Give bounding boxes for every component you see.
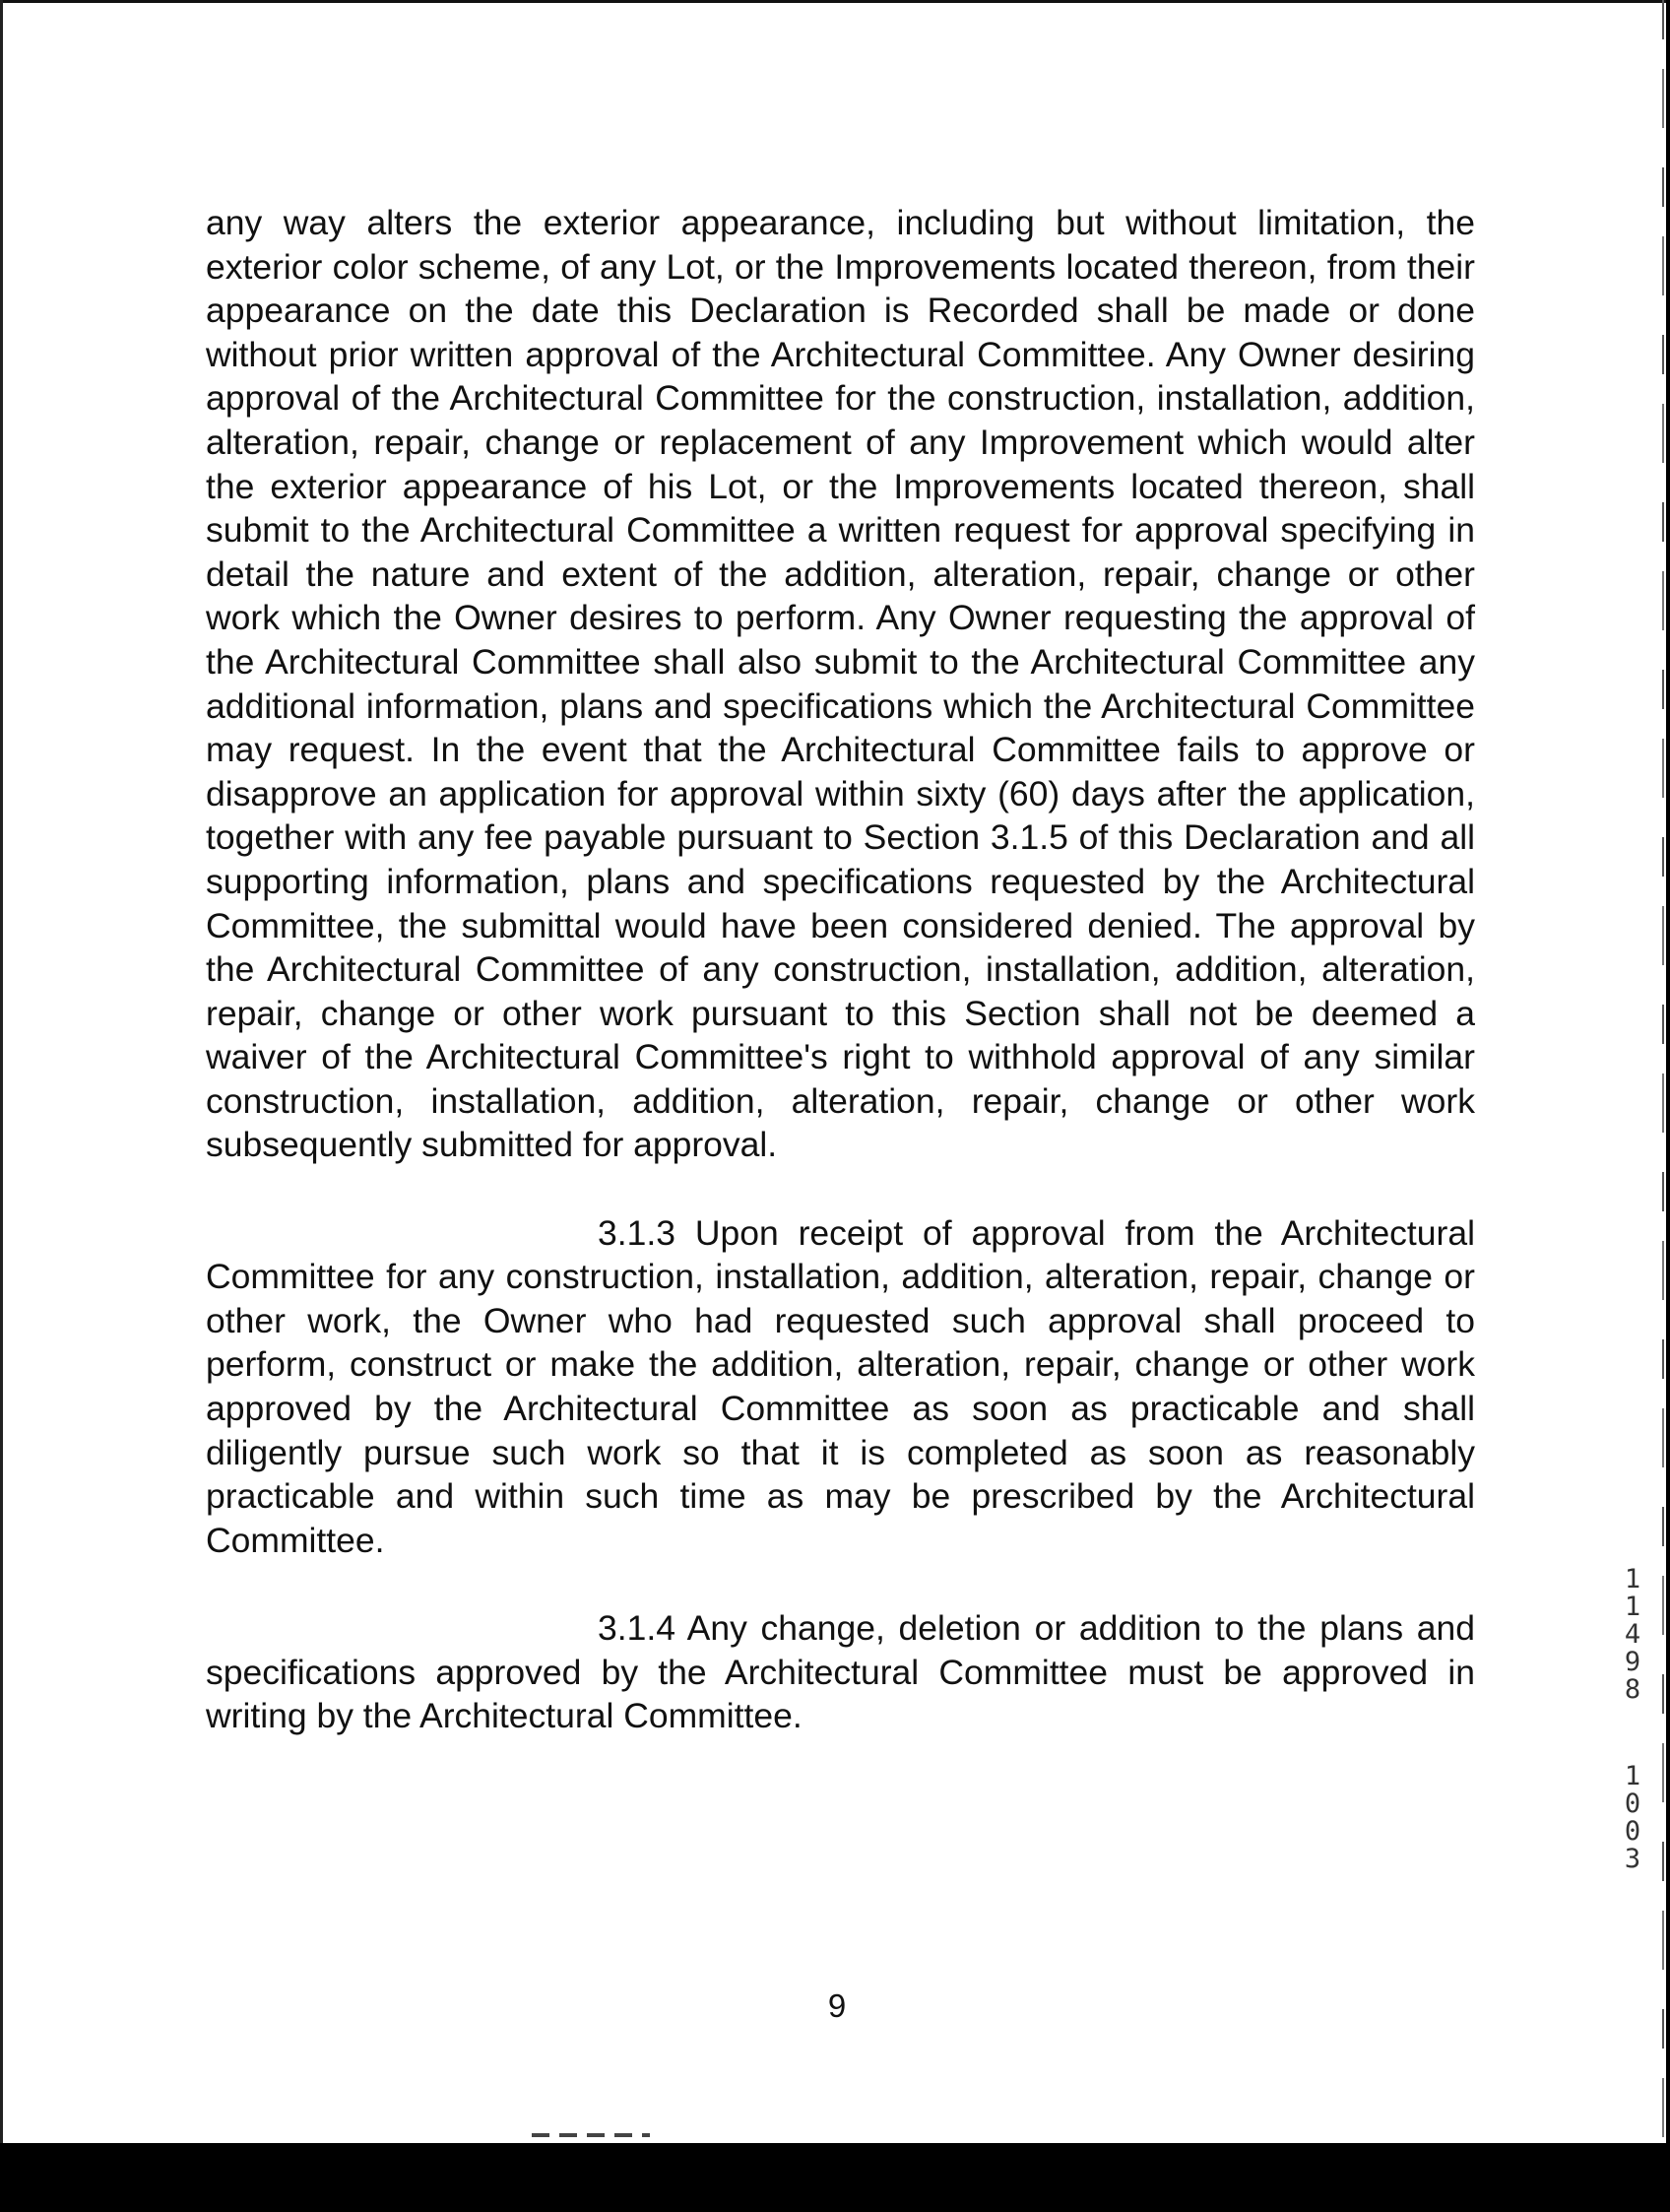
stamp-digit: 1 — [1624, 1761, 1641, 1791]
stamp-digit: 4 — [1624, 1619, 1641, 1650]
paragraph-approval-requirements: any way alters the exterior appearance, including but without limitation, the exterior color scheme, of any Lot, or the Improvements located thereon, from their appearance on the date this Declaration is Recorded shall be made or done without prior written approval of the Architectural Committee. Any Owner desiring approval of the Architectural Committee for the construction, installation, addition, alteration, repair, change or replacement of any Improvement which would alter the exterior appearance of his Lot, or the Improvements located thereon, shall submit to the Architectural Committee a written request for approval specifying in detail the nature and extent of the addition, alteration, repair, change or other work which the Owner desires to perform. Any Owner requesting the approval of the Architectural Committee shall also submit to the Architectural Committee any additional information, plans and specifications which the Architectural Committee may request. In the event that the Architectural Committee fails to approve or disapprove an application for approval within sixty (60) days after the application, together with any fee payable pursuant to Section 3.1.5 of this Declaration and all supporting information, plans and specifications requested by the Architectural Committee, the submittal would have been considered denied. The approval by the Architectural Committee of any construction, installation, addition, alteration, repair, change or other work pursuant to this Section shall not be deemed a waiver of the Architectural Committee's right to withhold approval of any similar construction, installation, addition, alteration, repair, change or other work subsequently submitted for approval. — [206, 203, 1475, 1165]
scan-border-right — [1662, 0, 1664, 2143]
recording-stamp-book — [1613, 1566, 1652, 1704]
stamp-digit: 1 — [1624, 1564, 1641, 1594]
stamp-digit: 8 — [1624, 1674, 1641, 1705]
paragraph-section-3-1-3: 3.1.3 Upon receipt of approval from the Architectural Committee for any construction, installation, addition, alteration, repair, change or other work, the Owner who had requested such approval shall proceed to perform, construct or make the addition, alteration, repair, change or other work approved by the Architectural Committee as soon as practicable and shall diligently pursue such work so that it is completed as soon as reasonably practicable and within such time as may be prescribed by the Architectural Committee. — [206, 1212, 1475, 1560]
stamp-digit: 0 — [1624, 1789, 1641, 1819]
page-number: 9 — [827, 1987, 847, 2024]
scan-artifact-bottom — [532, 2133, 650, 2137]
stamp-digit: 0 — [1624, 1816, 1641, 1847]
stamp-digit: 3 — [1624, 1844, 1641, 1874]
scan-border-left — [0, 0, 3, 2143]
recording-stamp-page — [1613, 1763, 1652, 1873]
stamp-digit: 1 — [1624, 1592, 1641, 1622]
scan-border-top — [0, 0, 1666, 3]
body-text — [206, 201, 1475, 1738]
stamp-digit: 9 — [1624, 1647, 1641, 1677]
paragraph-section-3-1-4: 3.1.4 Any change, deletion or addition to the plans and specifications approved by the Architectural Committee must be approved in writing by the Architectural Committee. — [206, 1608, 1475, 1736]
